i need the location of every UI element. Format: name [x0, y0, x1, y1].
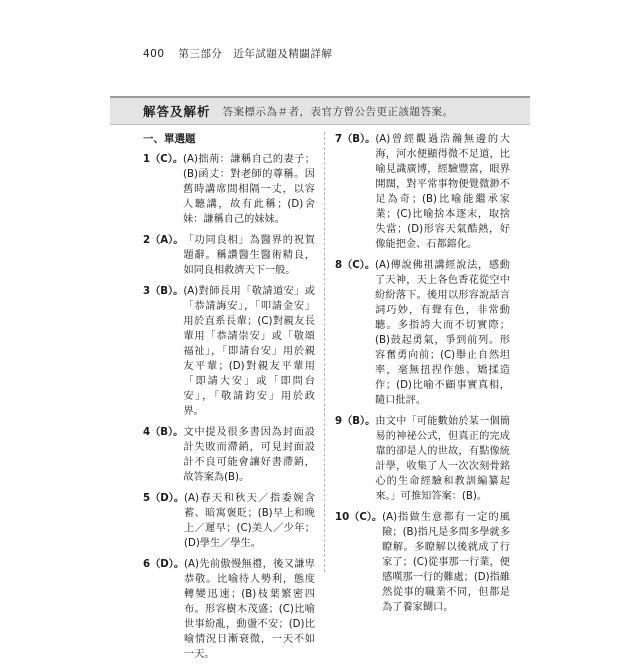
- question-2: [143, 233, 315, 278]
- question-7: [335, 132, 510, 252]
- question-explanation: 「功同良相」為醫界的祝賀題辭。稱讚醫生醫術精良，如同良相救濟天下一般。: [183, 235, 315, 276]
- question-10: [335, 510, 510, 615]
- question-explanation: (A)先前傲慢無禮，後又謙卑恭敬。比喻待人勢利，態度轉變迅速；(B)枝葉繁密四布。形容樹木茂盛；(C)比喻世事紛亂，動盪不安；(D)比喻情況日漸衰微，一天不如一天。: [184, 559, 315, 660]
- question-6: [143, 557, 315, 662]
- question-label: 3（B）。: [143, 286, 184, 297]
- answer-section-bar: [110, 96, 530, 125]
- question-explanation: (A)指做生意都有一定的風險；(B)指凡是多問多學就多瞭解。多瞭解以後就成了行家了；(C)從事那一行業，便感嘆那一行的難處；(D)指雖然從事的職業不同，但都是為了養家餬口。: [382, 512, 510, 613]
- section-title: 一、單選題: [143, 133, 196, 145]
- question-label: 6（D）。: [143, 559, 185, 570]
- column-divider: [324, 132, 325, 572]
- question-label: 9（B）。: [335, 416, 376, 427]
- answer-note: 答案標示為＃者，表官方曾公告更正該題答案。: [222, 105, 454, 118]
- question-9: [335, 414, 510, 504]
- question-explanation: 由文中「可能數始於某一個簡易的神祕公式，但真正的完成靠的卻是人的世故，有點像統計學，收集了人一次次刻骨銘心的生命經驗和教訓編纂起來。」可推知答案：(B)。: [375, 416, 510, 502]
- page-number: 400: [143, 48, 165, 60]
- question-explanation: (A)對師長用「敬請道安」或「恭請誨安」，「叩請金安」用於直系長輩；(C)對親友長輩用「恭請崇安」或「敬頌福祉」，「即請台安」用於親友平輩；(D)對親友平輩用「即請大安」或「即問台安」，「敬請鈞安」用於政界。: [183, 286, 315, 417]
- answer-section-title: 解答及解析: [143, 104, 211, 119]
- question-label: 8（C）。: [335, 260, 376, 271]
- question-label: 1（C）。: [143, 154, 184, 165]
- question-explanation: (A)拙荊：謙稱自己的妻子；(B)函丈：對老師的尊稱。因舊時講席間相隔一丈，以容人聽講，故有此稱；(D)舍妹：謙稱自己的妹妹。: [183, 154, 315, 225]
- question-explanation: (A)曾經觀過浩瀚無邊的大海，河水便顯得微不足道，比喻見識廣博，經驗豐富，眼界開闊，對平常事物便覺微渺不足為奇；(B)比喻能繼承家業；(C)比喻捨本逐末，取捨失當；(D)形容天氣酷熱，好像能把金、石都鎔化。: [375, 134, 510, 250]
- question-label: 4（B）。: [143, 427, 184, 438]
- question-5: [143, 491, 315, 551]
- question-8: [335, 258, 510, 408]
- chapter-title: 第三部分 近年試題及精闢詳解: [178, 48, 333, 60]
- question-1: [143, 152, 315, 227]
- question-explanation: (A)春天和秋天／指委婉含蓄、暗寓褒貶；(B)早上和晚上／遲早；(C)美人／少年；(D)學生／學生。: [184, 493, 315, 549]
- question-label: 5（D）。: [143, 493, 185, 504]
- page-header: [143, 46, 332, 61]
- question-label: 2（A）。: [143, 235, 184, 246]
- question-explanation: 文中提及很多書因為封面設計失敗而滯銷，可見封面設計不良可能會讓好書滯銷，故答案為(B)。: [183, 427, 315, 483]
- question-label: 7（B）。: [335, 134, 376, 145]
- right-column: [335, 132, 510, 621]
- question-label: 10（C）。: [335, 512, 383, 523]
- question-explanation: (A)傳說佛祖講經說法，感動了天神，天上各色香花從空中紛紛落下。後用以形容說話言詞巧妙，有聲有色，非常動聽。多指誇大而不切實際；(B)鼓起勇氣，爭到前列。形容奮勇向前；(C)舉止自然坦率，毫無扭捏作態、矯揉造作；(D)比喻不顧事實真相，隨口批評。: [375, 260, 510, 406]
- left-column: [143, 132, 315, 668]
- question-4: [143, 425, 315, 485]
- question-3: [143, 284, 315, 419]
